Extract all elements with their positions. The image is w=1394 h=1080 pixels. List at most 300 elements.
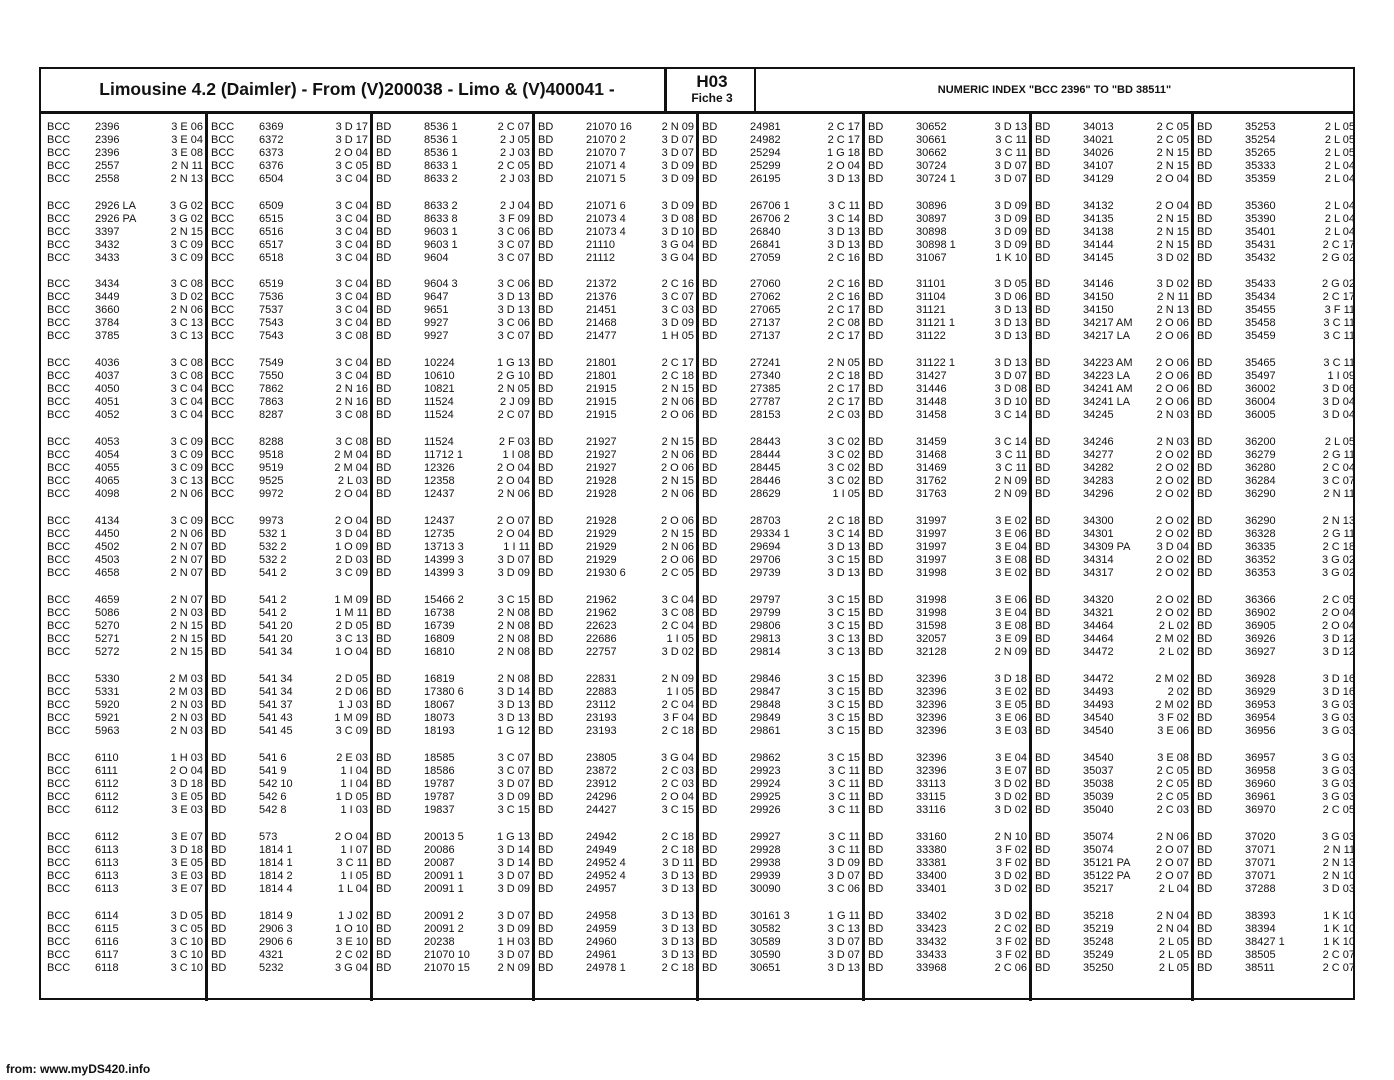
index-row	[866, 844, 1033, 857]
index-row	[700, 910, 866, 923]
index-row	[45, 134, 209, 147]
part-prefix: BCC	[47, 383, 71, 395]
part-prefix: BD	[868, 541, 884, 553]
fiche-reference: 2 N 07	[170, 541, 203, 553]
fiche-reference: 3 C 11	[828, 844, 860, 856]
index-row	[536, 857, 700, 870]
index-row	[209, 883, 374, 896]
index-row	[866, 291, 1033, 304]
fiche-reference: 2 C 08	[827, 317, 860, 329]
index-row	[45, 370, 209, 383]
part-prefix: BCC	[211, 252, 235, 264]
part-prefix: BD	[538, 213, 554, 225]
part-prefix: BCC	[47, 515, 71, 527]
fiche-reference: 3 D 09	[661, 160, 694, 172]
part-prefix: BD	[376, 515, 392, 527]
index-row	[700, 462, 866, 475]
fiche-reference: 2 O 04	[1155, 173, 1189, 185]
part-number: 29927	[750, 831, 781, 843]
part-prefix: BD	[1197, 765, 1213, 777]
fiche-reference: 2 N 15	[661, 383, 694, 395]
fiche-reference: 2 N 05	[497, 383, 530, 395]
part-number: 33402	[916, 910, 947, 922]
index-row	[374, 239, 536, 252]
part-number: 34321	[1083, 607, 1114, 619]
part-number: 9519	[259, 462, 284, 474]
index-row	[536, 330, 700, 343]
part-prefix: BCC	[47, 870, 71, 882]
part-number: 20087	[424, 857, 455, 869]
fiche-reference: 3 C 04	[170, 383, 203, 395]
fiche-reference: 2 L 05	[1324, 147, 1355, 159]
part-prefix: BD	[1035, 857, 1051, 869]
fiche-code: H03	[696, 72, 728, 91]
part-prefix: BD	[211, 541, 227, 553]
fiche-reference: 3 C 11	[828, 200, 860, 212]
index-row	[1195, 857, 1361, 870]
part-prefix: BD	[868, 936, 884, 948]
fiche-reference: 2 N 11	[1323, 488, 1355, 500]
part-number: 28629	[750, 488, 781, 500]
fiche-reference: 1 I 04	[340, 765, 368, 777]
part-number: 6113	[95, 857, 119, 869]
part-prefix: BCC	[47, 226, 71, 238]
part-prefix: BD	[868, 962, 884, 974]
part-prefix: BCC	[47, 554, 71, 566]
part-number: 34246	[1083, 436, 1114, 448]
part-number: 35253	[1245, 121, 1276, 133]
part-number: 24961	[586, 949, 617, 961]
part-number: 35038	[1083, 778, 1114, 790]
part-number: 18073	[424, 712, 455, 724]
index-row	[536, 462, 700, 475]
part-prefix: BD	[211, 646, 227, 658]
index-row	[1195, 633, 1361, 646]
part-prefix: BCC	[211, 488, 235, 500]
part-prefix: BD	[376, 330, 392, 342]
index-row	[700, 317, 866, 330]
fiche-reference: 2 C 04	[661, 620, 694, 632]
fiche-reference: 2 O 04	[1321, 607, 1355, 619]
fiche-reference: 1 O 09	[334, 541, 368, 553]
index-row	[209, 515, 374, 528]
part-number: 31101	[916, 278, 946, 290]
part-prefix: BD	[376, 475, 392, 487]
index-row	[45, 396, 209, 409]
index-row	[700, 370, 866, 383]
fiche-reference: 3 C 04	[335, 226, 368, 238]
part-number: 6376	[259, 160, 284, 172]
fiche-reference: 1 K 10	[1323, 936, 1355, 948]
fiche-reference: 3 D 14	[497, 857, 530, 869]
part-number: 1814 9	[259, 910, 293, 922]
index-row	[1195, 910, 1361, 923]
fiche-reference: 2 C 03	[827, 409, 860, 421]
index-row	[536, 213, 700, 226]
fiche-reference: 3 D 16	[1322, 686, 1355, 698]
part-prefix: BD	[702, 462, 718, 474]
fiche-reference: 2 G 02	[1321, 278, 1355, 290]
index-group	[536, 436, 700, 501]
part-number: 30161 3	[750, 910, 790, 922]
index-row	[1195, 147, 1361, 160]
fiche-reference: 3 C 02	[827, 449, 860, 461]
fiche-reference: 3 C 09	[170, 462, 203, 474]
part-prefix: BD	[1035, 252, 1051, 264]
fiche-reference: 3 E 08	[995, 620, 1027, 632]
fiche-reference: 2 N 13	[1322, 515, 1355, 527]
index-row	[536, 291, 700, 304]
index-group	[1195, 357, 1361, 422]
fiche-reference: 3 D 13	[827, 226, 860, 238]
index-row	[1195, 725, 1361, 738]
index-row	[209, 791, 374, 804]
index-group	[536, 910, 700, 975]
index-row	[209, 870, 374, 883]
part-prefix: BD	[702, 857, 718, 869]
fiche-reference: 2 N 03	[1156, 436, 1189, 448]
part-number: 18193	[424, 725, 455, 737]
fiche-reference: 3 C 04	[335, 370, 368, 382]
fiche-reference: 2 N 15	[1156, 239, 1189, 251]
index-group	[1195, 436, 1361, 501]
part-number: 6112	[95, 804, 119, 816]
fiche-reference: 1 G 13	[496, 831, 530, 843]
fiche-reference: 3 C 07	[497, 330, 530, 342]
part-number: 34320	[1083, 594, 1114, 606]
part-number: 7543	[259, 330, 284, 342]
part-prefix: BD	[538, 357, 554, 369]
index-row	[45, 475, 209, 488]
part-number: 35497	[1245, 370, 1276, 382]
part-number: 35074	[1083, 844, 1114, 856]
part-prefix: BD	[211, 949, 227, 961]
part-prefix: BD	[868, 515, 884, 527]
fiche-reference: 2 M 02	[1155, 633, 1189, 645]
fiche-reference: 3 C 10	[170, 949, 203, 961]
part-prefix: BD	[1197, 160, 1213, 172]
fiche-reference: 3 D 02	[994, 791, 1027, 803]
index-row	[209, 686, 374, 699]
index-row	[45, 488, 209, 501]
index-row	[700, 646, 866, 659]
part-prefix: BCC	[47, 831, 71, 843]
index-row	[1033, 160, 1195, 173]
index-row	[45, 936, 209, 949]
part-prefix: BD	[868, 752, 884, 764]
part-prefix: BD	[702, 844, 718, 856]
fiche-reference: 3 D 13	[661, 949, 694, 961]
fiche-reference: 2 O 04	[334, 147, 368, 159]
part-number: 29334 1	[750, 528, 790, 540]
fiche-reference: 3 C 08	[170, 357, 203, 369]
fiche-reference: 2 M 02	[1155, 699, 1189, 711]
index-row	[1033, 594, 1195, 607]
fiche-reference: 2 O 04	[660, 791, 694, 803]
part-number: 36002	[1245, 383, 1276, 395]
index-row	[1195, 936, 1361, 949]
part-prefix: BCC	[47, 239, 71, 251]
part-number: 35432	[1245, 252, 1276, 264]
fiche-reference: 2 L 05	[1158, 962, 1189, 974]
fiche-reference: 3 D 09	[994, 239, 1027, 251]
part-number: 21071 4	[586, 160, 626, 172]
index-group	[209, 121, 374, 186]
part-number: 8633 8	[424, 213, 458, 225]
index-row	[374, 883, 536, 896]
fiche-reference: 2 O 02	[1155, 488, 1189, 500]
column-divider	[1191, 113, 1194, 1001]
part-number: 21915	[586, 409, 617, 421]
fiche-reference: 3 D 04	[335, 528, 368, 540]
part-number: 19837	[424, 804, 455, 816]
index-row	[209, 765, 374, 778]
part-prefix: BD	[868, 528, 884, 540]
fiche-reference: 3 E 07	[995, 765, 1027, 777]
part-number: 31122	[916, 330, 946, 342]
index-row	[536, 541, 700, 554]
part-number: 34150	[1083, 304, 1114, 316]
part-prefix: BD	[538, 528, 554, 540]
part-number: 3397	[95, 226, 120, 238]
index-row	[700, 791, 866, 804]
fiche-reference: 2 O 06	[1155, 317, 1189, 329]
part-prefix: BD	[376, 436, 392, 448]
part-number: 35122 PA	[1083, 870, 1131, 882]
part-number: 20091 1	[424, 870, 464, 882]
part-prefix: BCC	[47, 396, 71, 408]
part-number: 9518	[259, 449, 284, 461]
part-prefix: BD	[1197, 134, 1213, 146]
fiche-reference: 3 E 05	[171, 857, 203, 869]
fiche-reference: 1 D 05	[335, 791, 368, 803]
fiche-reference: 2 N 09	[497, 962, 530, 974]
fiche-reference: 1 L 04	[337, 883, 368, 895]
fiche-reference: 3 C 07	[1322, 475, 1355, 487]
part-number: 5232	[259, 962, 284, 974]
part-prefix: BD	[702, 515, 718, 527]
index-row	[209, 712, 374, 725]
part-number: 11524	[424, 396, 454, 408]
fiche-reference: 2 M 04	[334, 449, 368, 461]
part-number: 36279	[1245, 449, 1276, 461]
part-prefix: BD	[211, 567, 227, 579]
index-row	[209, 304, 374, 317]
index-group	[866, 200, 1033, 265]
fiche-reference: 2 M 02	[1155, 673, 1189, 685]
index-row	[209, 857, 374, 870]
part-number: 20013 5	[424, 831, 464, 843]
fiche-reference: 3 E 10	[336, 936, 368, 948]
index-row	[374, 870, 536, 883]
part-prefix: BD	[1035, 173, 1051, 185]
fiche-reference: 3 D 02	[1156, 252, 1189, 264]
index-column	[866, 114, 1033, 998]
part-number: 21930 6	[586, 567, 626, 579]
fiche-reference: 3 C 15	[827, 594, 860, 606]
part-prefix: BCC	[211, 160, 235, 172]
index-row	[536, 488, 700, 501]
part-number: 20238	[424, 936, 455, 948]
index-row	[1033, 278, 1195, 291]
index-row	[866, 475, 1033, 488]
part-prefix: BD	[538, 633, 554, 645]
part-prefix: BD	[868, 712, 884, 724]
fiche-reference: 2 C 02	[994, 923, 1027, 935]
fiche-reference: 2 C 16	[827, 252, 860, 264]
part-prefix: BD	[1197, 712, 1213, 724]
fiche-reference: 3 C 13	[827, 646, 860, 658]
index-group	[1033, 594, 1195, 659]
part-number: 31122 1	[916, 357, 955, 369]
part-prefix: BD	[702, 620, 718, 632]
index-row	[536, 278, 700, 291]
part-prefix: BD	[1197, 752, 1213, 764]
fiche-reference: 1 I 08	[502, 449, 530, 461]
fiche-reference: 3 C 09	[335, 725, 368, 737]
part-number: 2926 PA	[95, 213, 137, 225]
index-group	[374, 278, 536, 343]
fiche-reference: 3 D 13	[994, 357, 1027, 369]
index-row	[536, 147, 700, 160]
index-row	[209, 910, 374, 923]
part-number: 18585	[424, 752, 455, 764]
part-prefix: BD	[538, 857, 554, 869]
index-row	[700, 409, 866, 422]
fiche-reference: 3 C 15	[827, 725, 860, 737]
part-number: 36929	[1245, 686, 1276, 698]
part-prefix: BD	[702, 200, 718, 212]
index-row	[374, 778, 536, 791]
index-group	[1033, 278, 1195, 343]
index-row	[374, 949, 536, 962]
fiche-reference: 3 E 02	[995, 567, 1027, 579]
part-prefix: BD	[376, 949, 392, 961]
part-number: 35465	[1245, 357, 1276, 369]
fiche-reference: 3 D 02	[661, 646, 694, 658]
index-row	[700, 870, 866, 883]
fiche-reference: 3 C 10	[170, 962, 203, 974]
index-row	[45, 765, 209, 778]
part-prefix: BCC	[47, 357, 71, 369]
index-row	[866, 791, 1033, 804]
part-prefix: BCC	[47, 409, 71, 421]
index-row	[536, 673, 700, 686]
fiche-reference: 3 C 08	[170, 370, 203, 382]
part-prefix: BD	[211, 712, 227, 724]
part-prefix: BD	[211, 857, 227, 869]
part-number: 9651	[424, 304, 449, 316]
index-row	[536, 317, 700, 330]
part-prefix: BD	[868, 213, 884, 225]
index-row	[374, 725, 536, 738]
part-prefix: BD	[702, 673, 718, 685]
index-row	[1195, 317, 1361, 330]
part-prefix: BCC	[211, 134, 235, 146]
index-row	[209, 541, 374, 554]
part-prefix: BD	[702, 594, 718, 606]
index-row	[45, 686, 209, 699]
part-number: 7536	[259, 291, 284, 303]
part-prefix: BD	[538, 239, 554, 251]
fiche-reference: 1 G 13	[496, 357, 530, 369]
part-number: 6518	[259, 252, 284, 264]
part-number: 29924	[750, 778, 781, 790]
index-row	[866, 673, 1033, 686]
part-prefix: BD	[1035, 475, 1051, 487]
fiche-reference: 3 D 13	[497, 304, 530, 316]
index-row	[209, 462, 374, 475]
index-row	[45, 594, 209, 607]
index-row	[374, 686, 536, 699]
part-prefix: BCC	[47, 883, 71, 895]
index-row	[1195, 646, 1361, 659]
fiche-reference: 3 E 06	[995, 528, 1027, 540]
index-row	[374, 831, 536, 844]
index-row	[209, 252, 374, 265]
part-prefix: BCC	[47, 488, 71, 500]
part-prefix: BD	[538, 134, 554, 146]
index-row	[45, 778, 209, 791]
index-row	[1033, 252, 1195, 265]
fiche-reference: 3 E 04	[995, 752, 1027, 764]
part-number: 36902	[1245, 607, 1276, 619]
fiche-reference: 3 C 04	[170, 409, 203, 421]
part-number: 16819	[424, 673, 455, 685]
part-number: 6117	[95, 949, 119, 961]
index-row	[866, 633, 1033, 646]
index-group	[374, 121, 536, 186]
fiche-reference: 1 I 03	[340, 804, 368, 816]
fiche-reference: 3 D 07	[827, 870, 860, 882]
part-number: 35455	[1245, 304, 1276, 316]
fiche-reference: 3 E 06	[1157, 725, 1189, 737]
part-number: 21915	[586, 383, 617, 395]
part-number: 32396	[916, 699, 947, 711]
index-row	[700, 673, 866, 686]
index-row	[45, 462, 209, 475]
fiche-reference: 2 C 05	[1156, 121, 1189, 133]
part-number: 35401	[1245, 226, 1276, 238]
part-number: 35431	[1245, 239, 1276, 251]
fiche-reference: 2 N 06	[661, 396, 694, 408]
index-row	[700, 252, 866, 265]
part-prefix: BCC	[211, 357, 235, 369]
part-number: 22831	[586, 673, 617, 685]
part-prefix: BD	[211, 883, 227, 895]
part-number: 5920	[95, 699, 120, 711]
index-row	[1033, 200, 1195, 213]
part-prefix: BD	[1035, 620, 1051, 632]
index-group	[209, 752, 374, 817]
part-prefix: BCC	[47, 291, 71, 303]
part-number: 36970	[1245, 804, 1276, 816]
part-number: 38394	[1245, 923, 1276, 935]
part-prefix: BCC	[211, 515, 235, 527]
index-row	[1195, 462, 1361, 475]
part-number: 8288	[259, 436, 284, 448]
part-prefix: BCC	[47, 252, 71, 264]
part-number: 29938	[750, 857, 781, 869]
part-number: 6118	[95, 962, 119, 974]
fiche-reference: 2 N 07	[170, 567, 203, 579]
part-prefix: BD	[1197, 173, 1213, 185]
fiche-reference: 3 D 11	[662, 857, 694, 869]
index-row	[374, 200, 536, 213]
index-group	[45, 910, 209, 975]
index-row	[700, 488, 866, 501]
fiche-reference: 2 L 05	[1324, 134, 1355, 146]
